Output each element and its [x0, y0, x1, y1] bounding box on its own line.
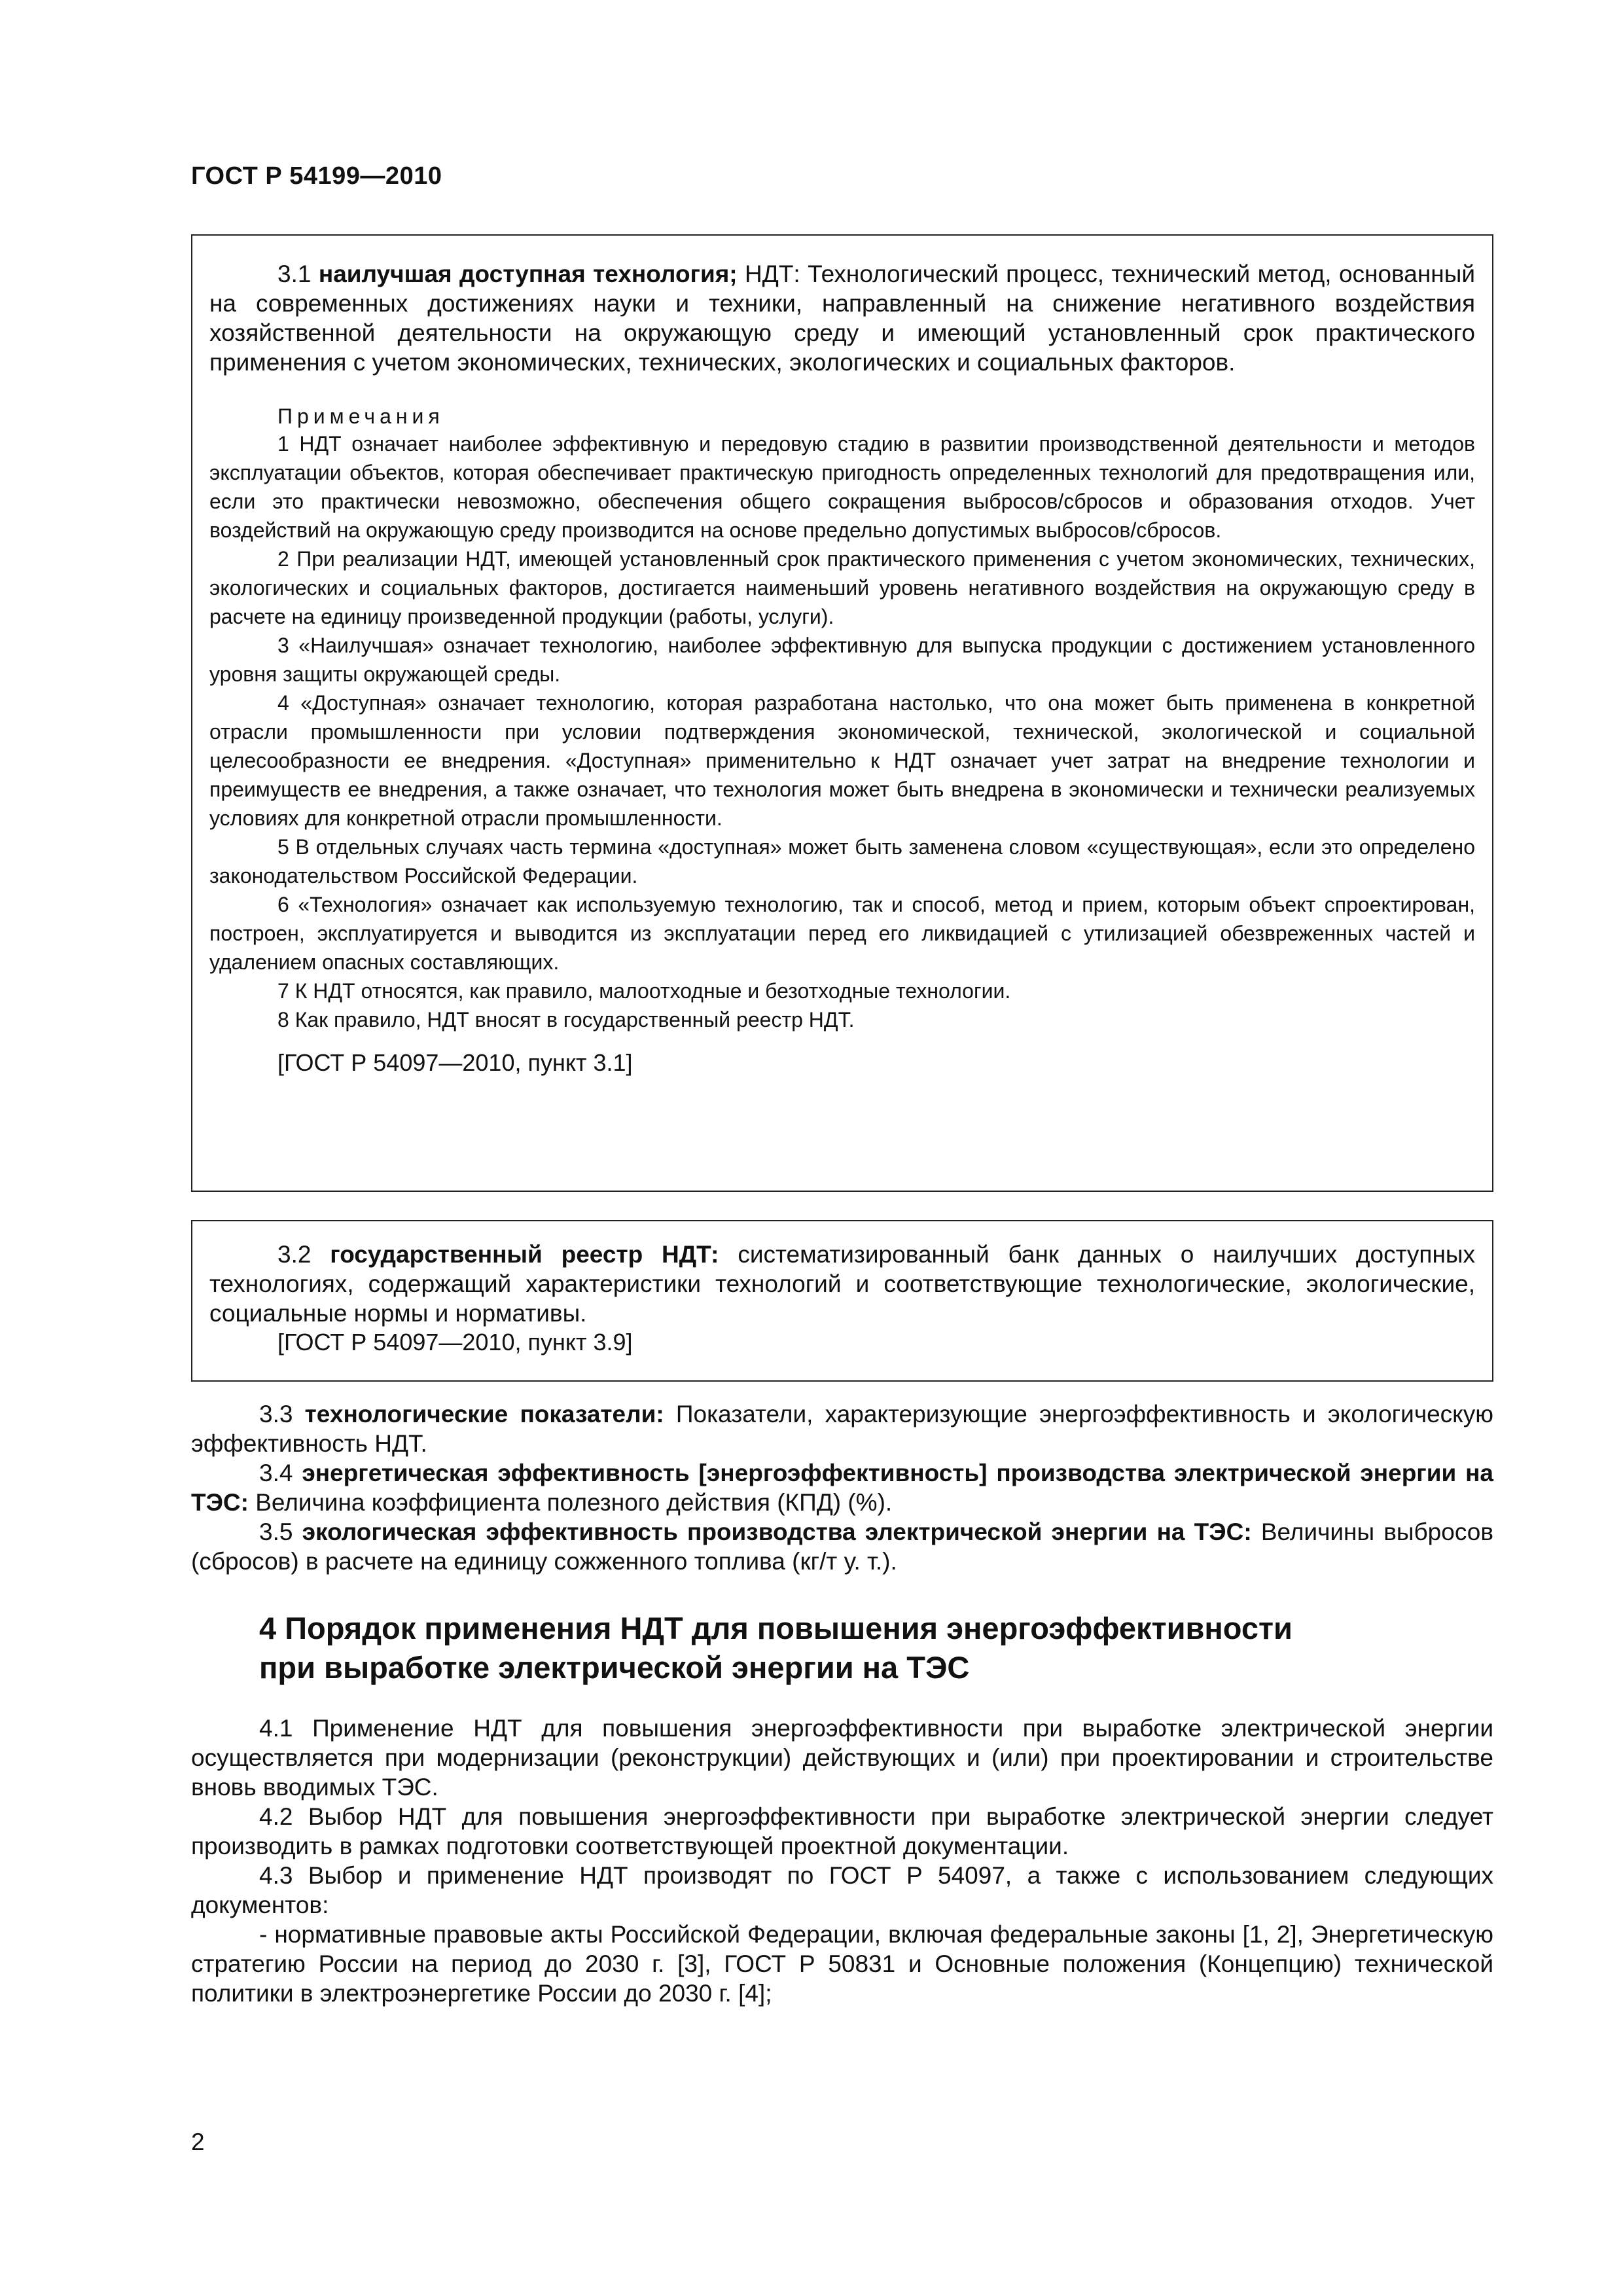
definition-text: Величины выбросов (сбросов) в расчете на единицу сожженного топлива (кг/т у. т.). — [191, 1518, 1493, 1575]
paragraph-4-1: 4.1 Применение НДТ для повышения энергоэффективности при выработке электрической энергии осуществляется при модернизации (реконструкции) действующих и (или) при проектировании и строительстве вновь вводимых ТЭС. — [191, 1715, 1493, 1801]
definition-text: Величина коэффициента полезного действия (КПД) (%). — [255, 1489, 893, 1516]
notes-heading: Примечания — [277, 404, 444, 428]
definition-3-5 — [191, 1517, 1493, 1576]
main-body — [191, 1399, 1493, 2008]
term-title: технологические показатели: — [304, 1401, 664, 1427]
term-title: экологическая эффективность производства электрической энергии на ТЭС: — [302, 1518, 1252, 1545]
note-item: 5 В отдельных случаях часть термина «доступная» может быть заменена словом «существующая», если это определено законодательством Российской Федерации. — [209, 835, 1475, 888]
definition-text: Показатели, характеризующие энергоэффективность и экологическую эффективность НДТ. — [191, 1401, 1494, 1457]
definition-3-1 — [209, 259, 1475, 377]
clause-number: 3.4 — [259, 1460, 293, 1486]
note-item: 1 НДТ означает наиболее эффективную и передовую стадию в развитии производственной деятельности и методов эксплуатации объектов, которая обеспечивает практическую пригодность определенных технологий для предотвращения или, если это практически невозможно, обеспечения общего сокращения выбросов/сбросов и образования отходов. Учет воздействий на окружающую среду производится на основе предельно допустимых выбросов/сбросов. — [209, 432, 1475, 542]
definition-3-2 — [209, 1240, 1475, 1328]
document-header: ГОСТ Р 54199—2010 — [191, 162, 442, 190]
definition-3-3 — [191, 1399, 1493, 1458]
section-title-line: 4 Порядок применения НДТ для повышения энергоэффективности — [259, 1611, 1293, 1645]
note-item: 6 «Технология» означает как используемую технологию, так и способ, метод и прием, которым объект спроектирован, построен, эксплуатируется и выводится из эксплуатации перед его ликвидацией с утилизацией обезвреженных частей и удалением опасных составляющих. — [209, 893, 1475, 974]
definition-text: НДТ: Технологический процесс, технический метод, основанный на современных достижениях науки и техники, направленный на снижение негативного воздействия хозяйственной деятельности на окружающую среду и имеющий установленный срок практического применения с учетом экономических, технических, экологических и социальных факторов. — [209, 260, 1475, 376]
clause-number: 3.2 — [277, 1241, 312, 1268]
note-item: 3 «Наилучшая» означает технологию, наиболее эффективную для выпуска продукции с достижением установленного уровня защиты окружающей среды. — [209, 634, 1475, 686]
note-item: 8 Как правило, НДТ вносят в государственный реестр НДТ. — [277, 1008, 855, 1031]
definition-3-4 — [191, 1458, 1493, 1517]
source-reference: [ГОСТ Р 54097—2010, пункт 3.9] — [277, 1329, 633, 1355]
note-item: 4 «Доступная» означает технологию, которая разработана настолько, что она может быть применена в конкретной отрасли промышленности при условии подтверждения экономической, технической, экологической и социальной целесообразности ее внедрения. «Доступная» применительно к НДТ означает учет затрат на внедрение технологии и преимуществ ее внедрения, а также означает, что технология может быть внедрена в экономически и технически реализуемых условиях для конкретной отрасли промышленности. — [209, 691, 1475, 830]
clause-number: 3.5 — [259, 1518, 293, 1545]
definition-box-3-1 — [191, 234, 1493, 1192]
paragraph-4-2: 4.2 Выбор НДТ для повышения энергоэффективности при выработке электрической энергии следует производить в рамках подготовки соответствующей проектной документации. — [191, 1803, 1493, 1859]
definition-text: систематизированный банк данных о наилучших доступных технологиях, содержащий характеристики технологий и соответствующие технологические, экологические, социальные нормы и нормативы. — [209, 1241, 1475, 1327]
source-reference: [ГОСТ Р 54097—2010, пункт 3.1] — [277, 1049, 633, 1076]
term-title: энергетическая эффективность [энергоэффективность] производства электрической энергии на ТЭС: — [191, 1460, 1494, 1516]
list-item: - нормативные правовые акты Российской Федерации, включая федеральные законы [1, 2], Энергетическую стратегию России на период до 2030 г. [3], ГОСТ Р 50831 и Основные положения (Концепцию) технической политики в электроэнергетике России до 2030 г. [4]; — [191, 1921, 1493, 2007]
section-title-line: при выработке электрической энергии на ТЭС — [259, 1650, 970, 1685]
term-title: наилучшая доступная технология; — [318, 260, 738, 287]
definition-box-3-2 — [191, 1220, 1493, 1382]
note-item: 7 К НДТ относятся, как правило, малоотходные и безотходные технологии. — [277, 979, 1011, 1003]
clause-number: 3.1 — [277, 260, 312, 287]
paragraph-4-3: 4.3 Выбор и применение НДТ производят по ГОСТ Р 54097, а также с использованием следующих документов: — [191, 1862, 1493, 1918]
term-title: государственный реестр НДТ: — [330, 1241, 719, 1268]
clause-number: 3.3 — [259, 1401, 293, 1427]
page-number: 2 — [191, 2128, 205, 2155]
note-item: 2 При реализации НДТ, имеющей установленный срок практического применения с учетом экономических, технических, экологических и социальных факторов, достигается наименьший уровень негативного воздействия на окружающую среду в расчете на единицу произведенной продукции (работы, услуги). — [209, 547, 1475, 628]
section-4-heading — [191, 1609, 1493, 1687]
